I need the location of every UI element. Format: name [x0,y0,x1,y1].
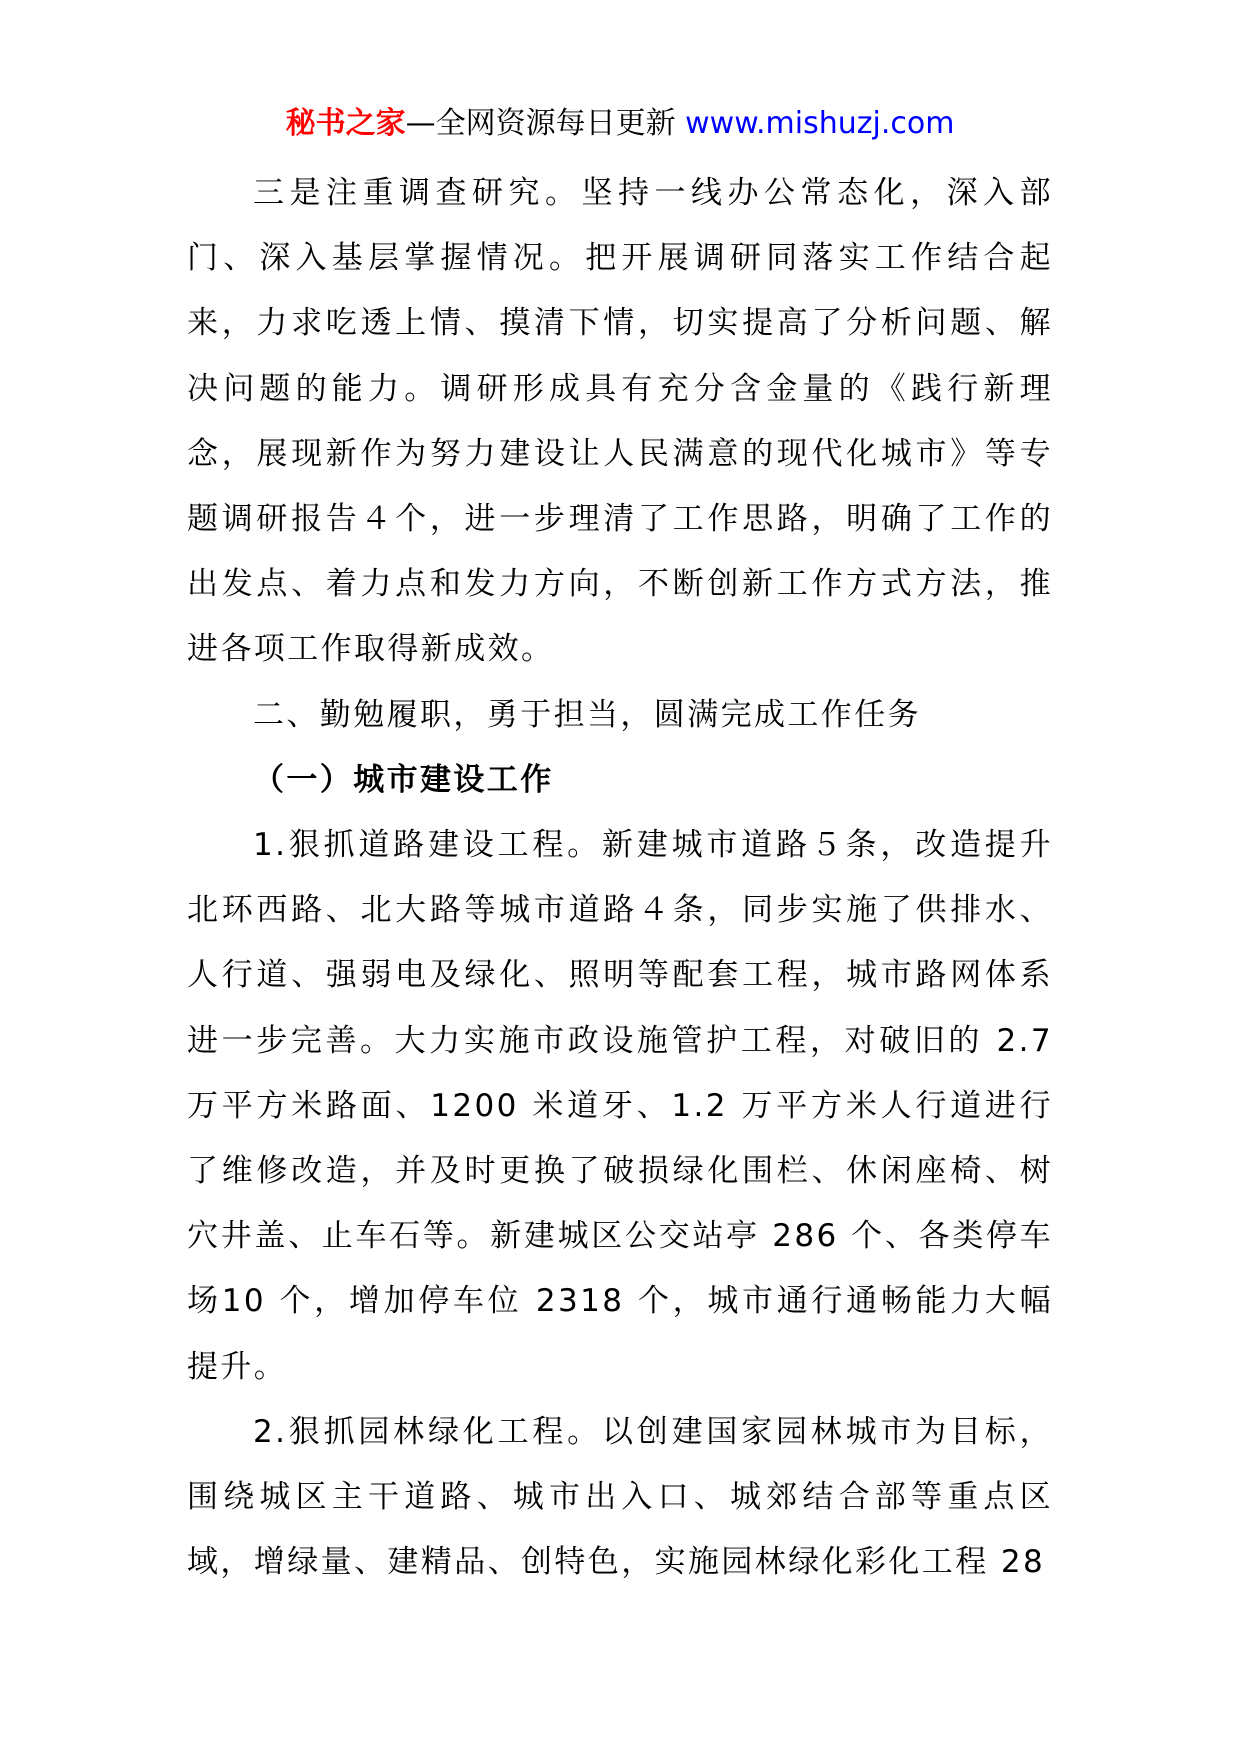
paragraph-road-construction: 1.狠抓道路建设工程。新建城市道路５条，改造提升北环西路、北大路等城市道路４条，同步实施了供排水、人行道、强弱电及绿化、照明等配套工程，城市路网体系进一步完善。大力实施市政设施管护工程，对破旧的 2.7 万平方米路面、1200 米道牙、1.2 万平方米人行道进行了维修改造，并及时更换了破损绿化围栏、休闲座椅、树穴井盖、止车石等。新建城区公交站亭 286 个、各类停车场10 个，增加停车位 2318 个，城市通行通畅能力大幅提升。 [187,827,1053,1385]
document-body [187,161,1053,1595]
brand-name: 秘书之家 [285,106,406,141]
section-heading: 二、勤勉履职，勇于担当，圆满完成工作任务 [253,696,921,733]
website-link[interactable]: www.mishuzj.com [685,106,955,141]
paragraph-landscaping: 2.狠抓园林绿化工程。以创建国家园林城市为目标，围绕城区主干道路、城市出入口、城郊结合部等重点区域，增绿量、建精品、创特色，实施园林绿化彩化工程 28 [187,1413,1053,1581]
subsection-heading: （一）城市建设工作 [253,761,554,798]
paragraph-research: 三是注重调查研究。坚持一线办公常态化，深入部门、深入基层掌握情况。把开展调研同落实工作结合起来，力求吃透上情、摸清下情，切实提高了分析问题、解决问题的能力。调研形成具有充分含金量的《践行新理念，展现新作为努力建设让人民满意的现代化城市》等专题调研报告４个，进一步理清了工作思路，明确了工作的出发点、着力点和发力方向，不断创新工作方式方法，推进各项工作取得新成效。 [187,175,1053,668]
header-tagline: —全网资源每日更新 [405,106,676,141]
page-header [0,102,1240,146]
